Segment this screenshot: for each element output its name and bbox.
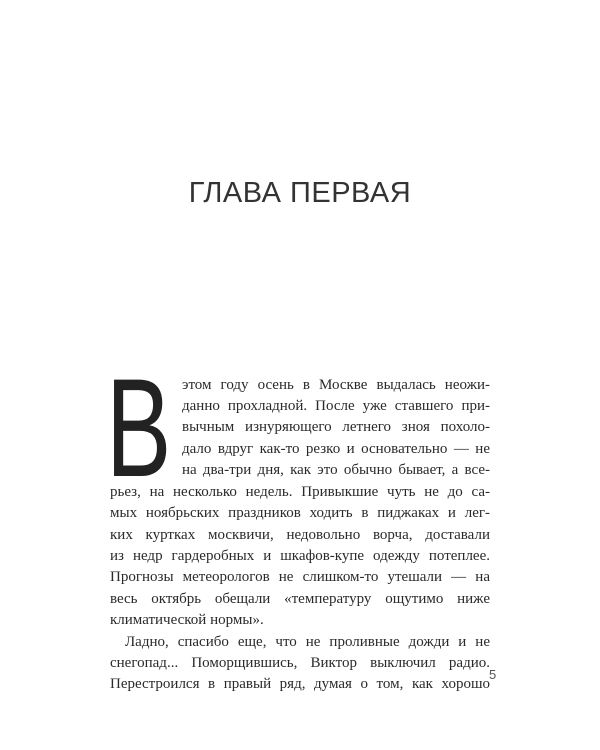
text-line [182,375,490,396]
text-line [125,632,490,653]
page-number: 5 [489,667,497,682]
text-line-content: весь октябрь обещали «температуру ощутимо ниже [110,591,490,607]
text-line [110,610,490,631]
text-line [110,482,490,503]
text-line [110,546,490,567]
text-line [110,525,490,546]
text-line-content: рьез, на несколько недель. Привыкшие чуть не до са- [110,484,490,500]
text-line [110,503,490,524]
text-line-content: из недр гардеробных и шкафов-купе одежду потеплее. [110,548,490,564]
text-line [182,396,490,417]
text-line-content: Перестроился в правый ряд, думая о том, как хорошо [110,676,490,692]
text-line [110,674,490,695]
text-line-content: дало вдруг как-то резко и основательно — не [182,441,490,457]
text-line-content: этом году осень в Москве выдалась неожи- [182,377,490,393]
text-line [182,439,490,460]
text-line [110,653,490,674]
text-line-content: вычным изнуряющего летнего зноя похоло- [182,419,490,435]
text-line-content: мых ноябрьских праздников ходить в пиджаках и лег- [110,505,490,521]
text-line [110,589,490,610]
text-line-content: ких куртках москвичи, недовольно ворча, доставали [110,527,490,543]
text-line-content: Ладно, спасибо еще, что не проливные дожди и не [125,634,490,650]
text-line [110,567,490,588]
text-line [182,460,490,481]
text-line-content: климатической нормы». [110,612,264,628]
text-line-content: снегопад... Поморщившись, Виктор выключил радио. [110,655,490,671]
drop-cap: В [106,349,172,506]
text-line [182,417,490,438]
text-line-content: данно прохладной. После уже ставшего при- [182,398,490,414]
chapter-title: ГЛАВА ПЕРВАЯ [188,177,412,209]
text-line-content: на два-три дня, как это обычно бывает, а все- [182,462,490,478]
text-line-content: Прогнозы метеорологов не слишком-то утешали — на [110,569,490,585]
